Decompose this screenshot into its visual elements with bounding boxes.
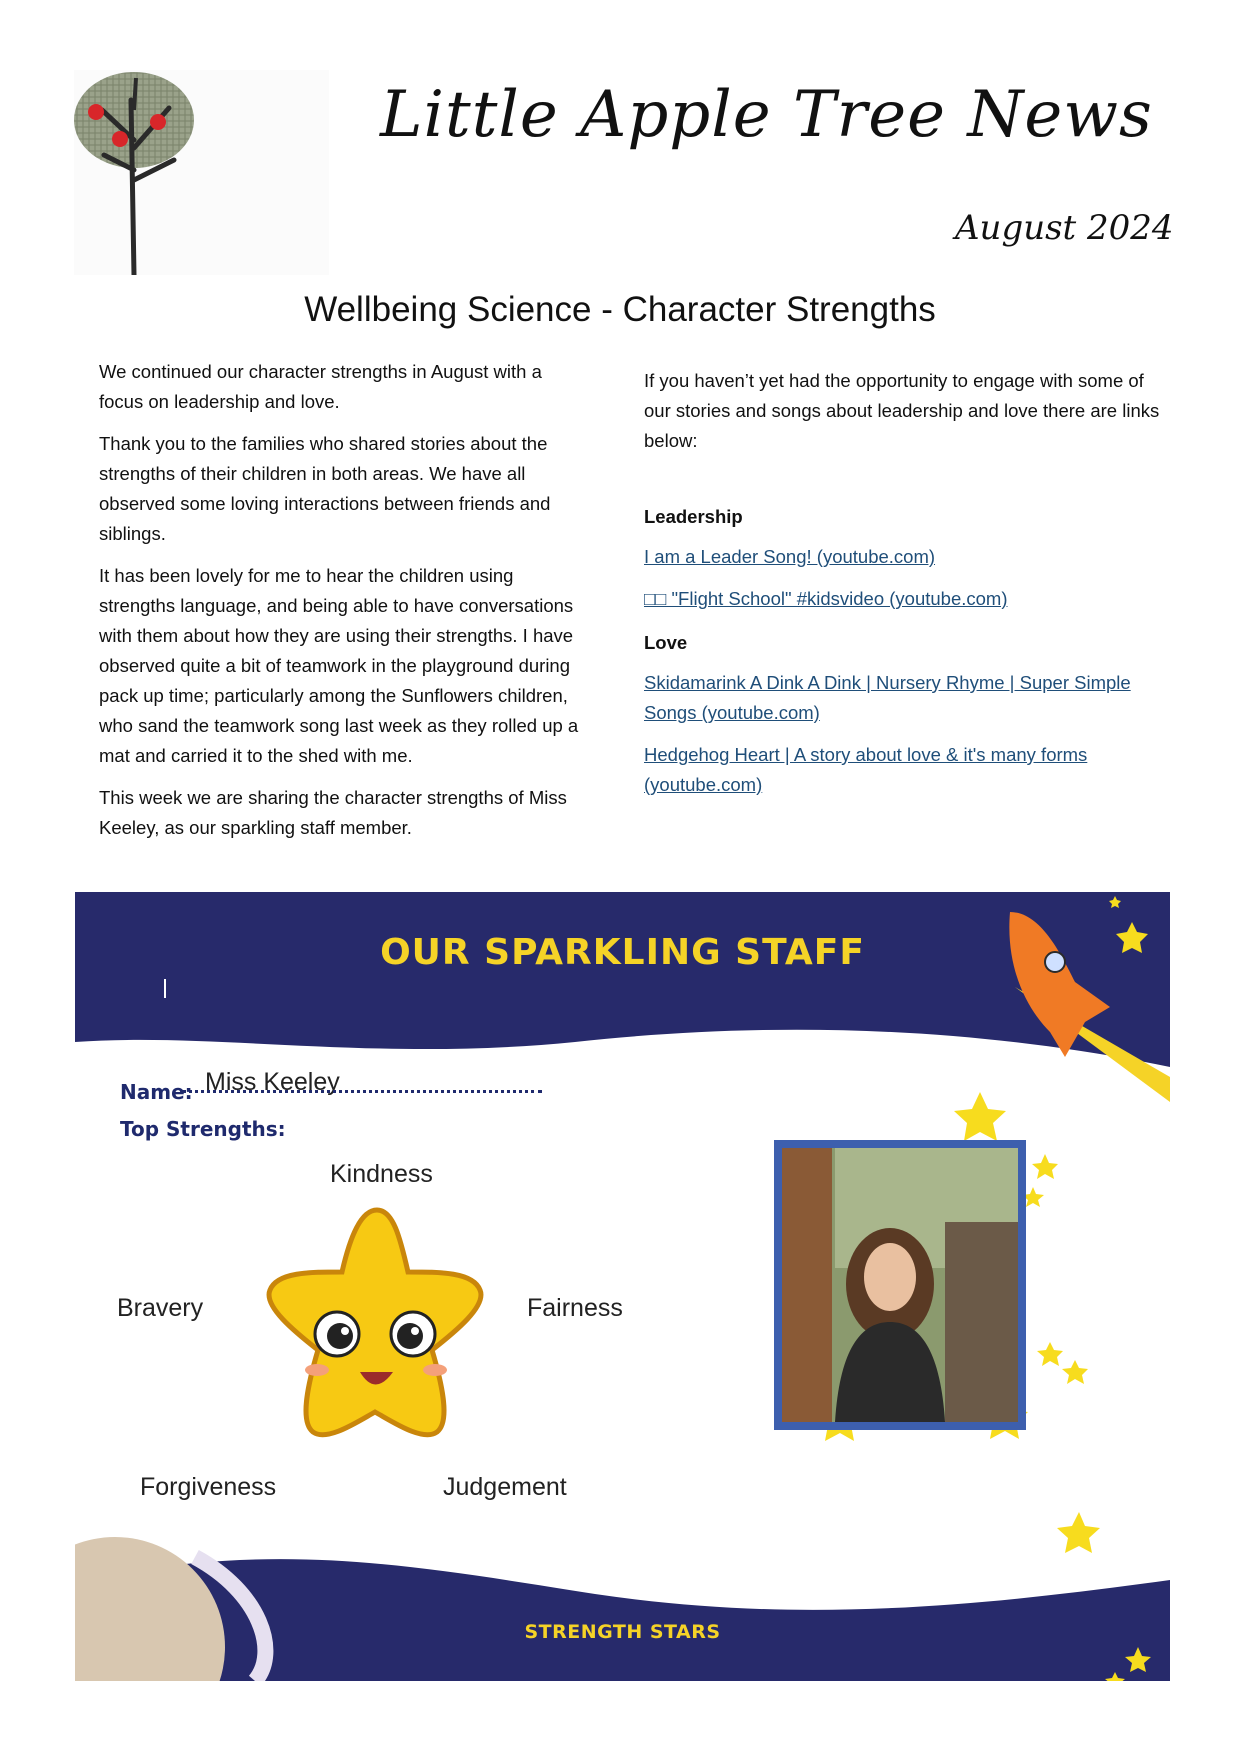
paragraph: Thank you to the families who shared stories about the strengths of their children in both areas. We have all observed some loving interactions between friends and siblings. (99, 433, 551, 544)
strength-bravery: Bravery (117, 1294, 204, 1322)
strength-stars-label: STRENGTH STARS (524, 1621, 721, 1643)
strength-kindness: Kindness (330, 1160, 433, 1188)
staff-name: Miss Keeley (205, 1068, 340, 1096)
right-column (644, 366, 1164, 812)
masthead-title: Little Apple Tree News (380, 78, 1153, 152)
link-leader-song[interactable]: I am a Leader Song! (youtube.com) (644, 546, 936, 567)
issue-date: August 2024 (955, 208, 1174, 248)
link-skidamarink[interactable]: Skidamarink A Dink A Dink | Nursery Rhyme | Super Simple Songs (youtube.com) (644, 672, 1131, 723)
panel-background (75, 892, 1170, 1681)
paragraph: It has been lovely for me to hear the children using strengths language, and being able to have conversations with them about how they are using their strengths. I have observed quite a bit of teamwork in the playground during pack up time; particularly among the Sunflowers children, who sand the teamwork song last week as they rolled up a mat and carried it to the shed with me. (99, 565, 579, 766)
paragraph: This week we are sharing the character strengths of Miss Keeley, as our sparkling staff member. (99, 787, 567, 838)
paragraph: We continued our character strengths in August with a focus on leadership and love. (99, 361, 542, 412)
left-column (99, 357, 589, 855)
smiling-star-icon (269, 1210, 481, 1435)
leadership-heading: Leadership (644, 506, 743, 527)
section-heading: Wellbeing Science - Character Strengths (304, 290, 936, 329)
links-intro: If you haven’t yet had the opportunity to engage with some of our stories and songs about leadership and love there are links below: (644, 370, 1160, 451)
link-hedgehog-heart[interactable]: Hedgehog Heart | A story about love & it's many forms (youtube.com) (644, 744, 1088, 795)
strength-fairness: Fairness (527, 1294, 623, 1322)
sparkling-staff-panel (75, 892, 1170, 1681)
staff-photo (774, 1140, 1026, 1430)
link-flight-school[interactable]: □□ "Flight School" #kidsvideo (youtube.com) (644, 588, 1008, 609)
love-heading: Love (644, 632, 688, 653)
name-label: Name: (120, 1080, 193, 1104)
apple-tree-icon (74, 70, 329, 275)
strength-judgement: Judgement (443, 1473, 567, 1501)
strength-forgiveness: Forgiveness (140, 1473, 277, 1501)
panel-title: OUR SPARKLING STAFF (380, 932, 865, 973)
top-strengths-label: Top Strengths: (120, 1117, 286, 1141)
name-dotted-line (182, 1090, 542, 1093)
